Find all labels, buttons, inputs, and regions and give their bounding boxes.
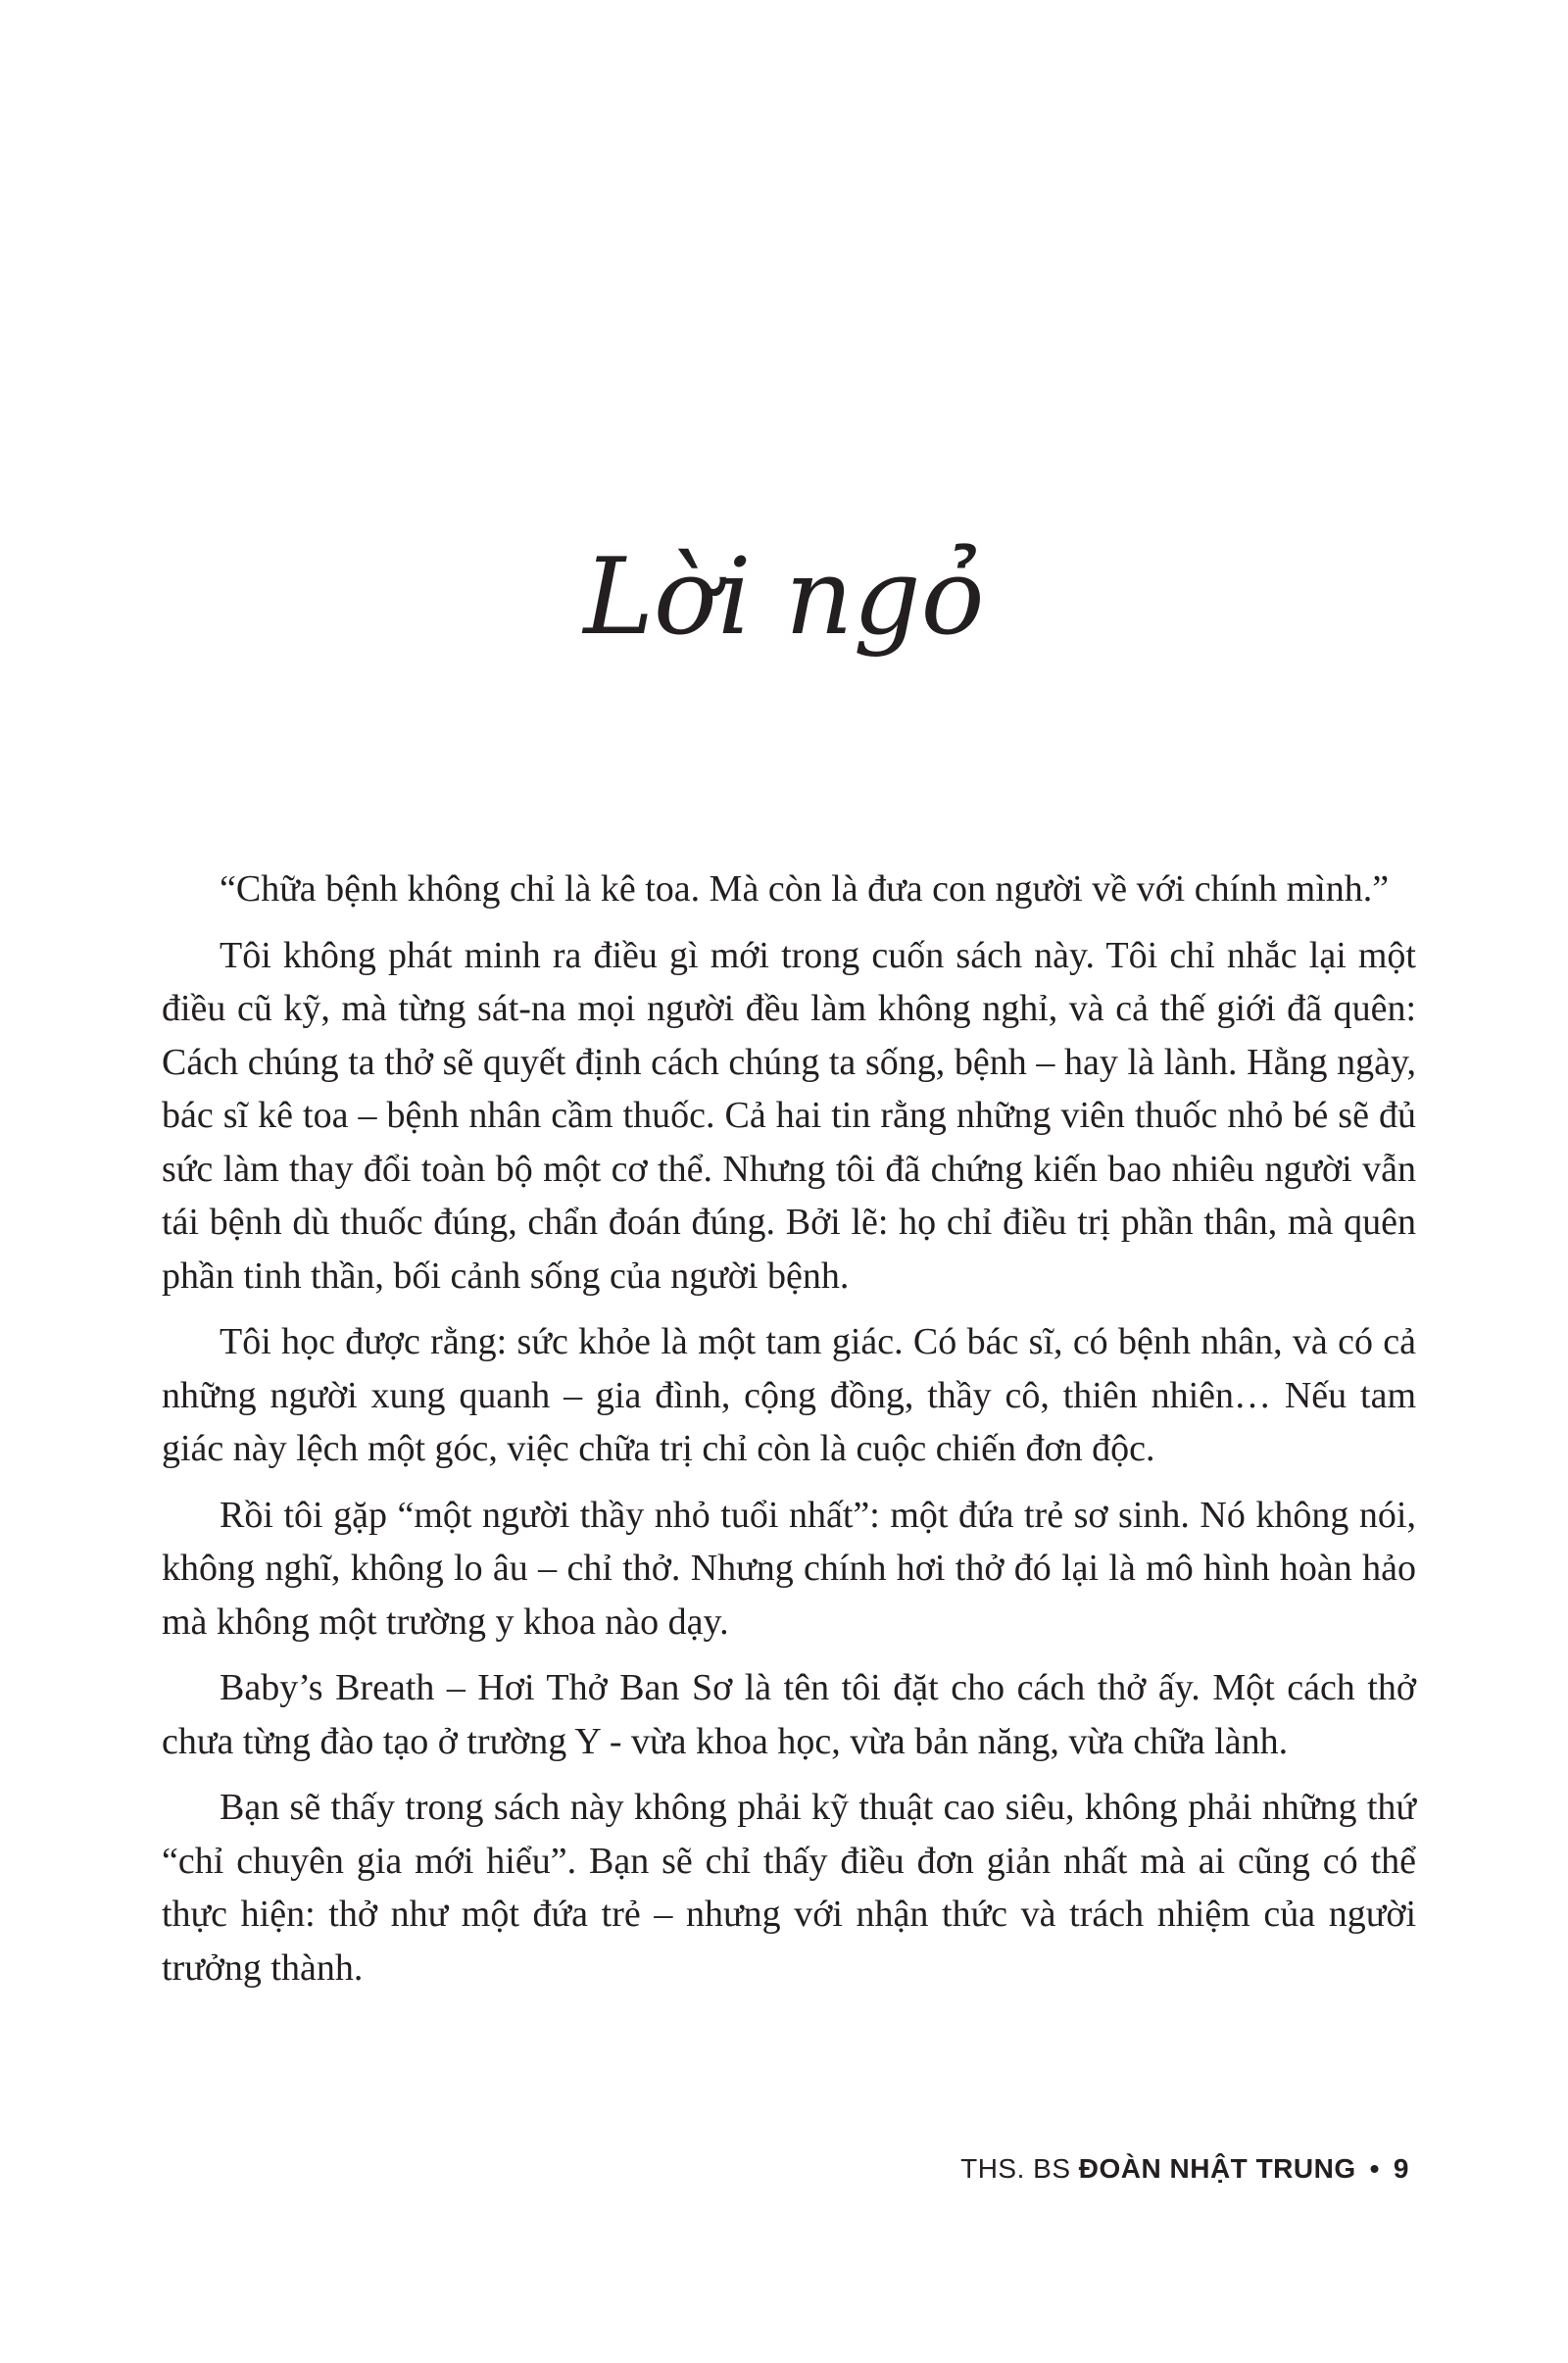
page-footer	[960, 2153, 1409, 2185]
epigraph-quote: “Chữa bệnh không chỉ là kê toa. Mà còn là đưa con người về với chính mình.”	[220, 868, 1390, 910]
paragraph: Tôi học được rằng: sức khỏe là một tam giác. Có bác sĩ, có bệnh nhân, và có cả những người xung quanh – gia đình, cộng đồng, thầy cô, thiên nhiên… Nếu tam giác này lệch một góc, việc chữa trị chỉ còn là cuộc chiến đơn độc.	[162, 1321, 1416, 1469]
body-text	[162, 862, 1416, 2007]
paragraph: Bạn sẽ thấy trong sách này không phải kỹ thuật cao siêu, không phải những thứ “chỉ chuyên gia mới hiểu”. Bạn sẽ chỉ thấy điều đơn giản nhất mà ai cũng có thể thực hiện: thở như một đứa trẻ – nhưng với nhận thức và trách nhiệm của người trưởng thành.	[162, 1787, 1416, 1989]
author-name: ĐOÀN NHẬT TRUNG	[1078, 2153, 1356, 2184]
author-prefix: THS. BS	[960, 2153, 1071, 2184]
page-title: Lời ngỏ	[583, 536, 985, 659]
page-number: 9	[1393, 2153, 1409, 2184]
paragraph: Baby’s Breath – Hơi Thở Ban Sơ là tên tôi đặt cho cách thở ấy. Một cách thở chưa từng đào tạo ở trường Y - vừa khoa học, vừa bản năng, vừa chữa lành.	[162, 1667, 1416, 1762]
paragraph: Tôi không phát minh ra điều gì mới trong cuốn sách này. Tôi chỉ nhắc lại một điều cũ kỹ, mà từng sát-na mọi người đều làm không nghỉ, và cả thế giới đã quên: Cách chúng ta thở sẽ quyết định cách chúng ta sống, bệnh – hay là lành. Hằng ngày, bác sĩ kê toa – bệnh nhân cầm thuốc. Cả hai tin rằng những viên thuốc nhỏ bé sẽ đủ sức làm thay đổi toàn bộ một cơ thể. Nhưng tôi đã chứng kiến bao nhiêu người vẫn tái bệnh dù thuốc đúng, chẩn đoán đúng. Bởi lẽ: họ chỉ điều trị phần thân, mà quên phần tinh thần, bối cảnh sống của người bệnh.	[162, 934, 1416, 1297]
paragraph: Rồi tôi gặp “một người thầy nhỏ tuổi nhất”: một đứa trẻ sơ sinh. Nó không nói, không nghĩ, không lo âu – chỉ thở. Nhưng chính hơi thở đó lại là mô hình hoàn hảo mà không một trường y khoa nào dạy.	[162, 1494, 1416, 1643]
bullet-separator: •	[1369, 2153, 1380, 2184]
